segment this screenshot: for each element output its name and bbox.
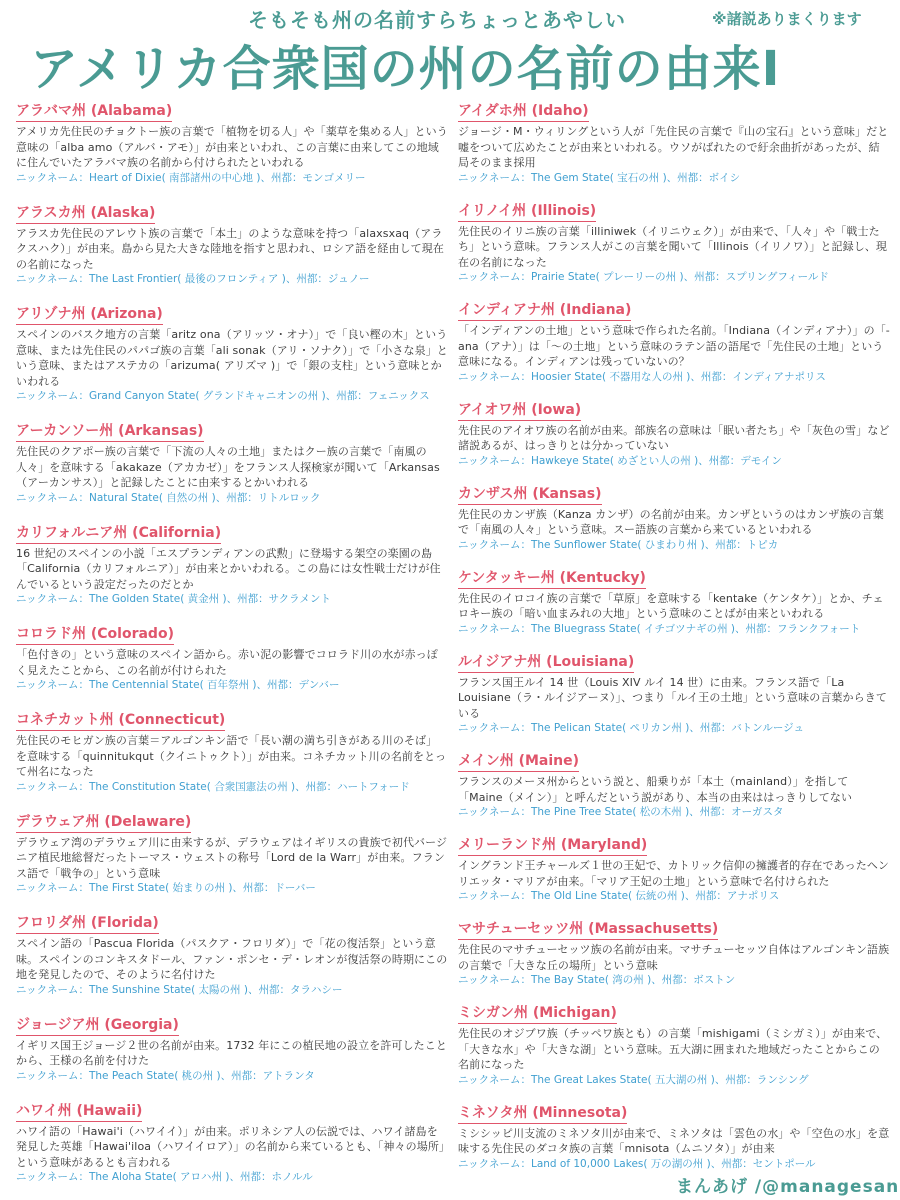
header [0, 0, 900, 96]
state-name: アリゾナ州 (Arizona) [16, 306, 163, 325]
state-name: マサチューセッツ州 (Massachusetts) [458, 921, 718, 940]
state-nickname-capital: ニックネーム：Hoosier State( 不器用な人の州 )、州都：インディアナポリス [458, 370, 826, 383]
state-entry [16, 303, 448, 404]
state-entry [16, 420, 448, 506]
right-column [458, 100, 890, 1172]
state-description: 先住民のイロコイ族の言葉で「草原」を意味する「kentake（ケンタケ）」とか、チェロキー族の「暗い血まみれの大地」という意味のことばが由来といわれる [458, 591, 884, 620]
state-entry [16, 202, 448, 288]
state-entry [458, 567, 890, 637]
state-description: 先住民のカンザ族（Kanza カンザ）の名前が由来。カンザというのはカンザ族の言葉で「南風の人々」という意味。スー語族の言葉から来ているといわれる [458, 507, 884, 536]
state-name: コロラド州 (Colorado) [16, 626, 174, 645]
state-nickname-capital: ニックネーム：The Last Frontier( 最後のフロンティア )、州都：ジュノー [16, 273, 370, 285]
state-nickname-capital: ニックネーム：The Great Lakes State( 五大湖の州 )、州都：ランシング [458, 1073, 809, 1086]
state-entry [458, 200, 890, 286]
left-column [16, 100, 448, 1185]
state-entry [16, 811, 448, 897]
state-description: ハワイ語の「Hawai'i（ハワイイ）」が由来。ポリネシア人の伝説では、ハワイ諸島を発見した英雄「Hawai'iloa（ハワイイロア）」の名前から来ているとも、「神々の場所」という意味があるとも言われる [16, 1124, 445, 1169]
state-nickname-capital: ニックネーム：The Sunshine State( 太陽の州 )、州都：タラハシー [16, 983, 343, 996]
state-nickname-capital: ニックネーム：Land of 10,000 Lakes( 万の湖の州 )、州都：セントポール [458, 1157, 816, 1170]
state-entry [458, 918, 890, 988]
state-description: スペイン語の「Pascua Florida（パスクア・フロリダ）」で「花の復活祭」という意味。スペインのコンキスタドール、ファン・ポンセ・デ・レオンが復活祭の時期にこの地を発見したので、そのように名付けた [16, 937, 448, 981]
state-entry [458, 399, 890, 469]
state-name: アーカンソー州 (Arkansas) [16, 423, 204, 442]
subtitle: そもそも州の名前すらちょっとあやしい [248, 8, 626, 32]
state-name: インディアナ州 (Indiana) [458, 302, 631, 321]
author-signature: まんあげ /@managesan [676, 1177, 900, 1197]
state-entry [458, 100, 890, 186]
state-description: 先住民のマサチューセッツ族の名前が由来。マサチューセッツ自体はアルゴンキン語族の言葉で「大きな丘の場所」という意味 [458, 943, 890, 972]
state-entry [458, 483, 890, 553]
state-name: ケンタッキー州 (Kentucky) [458, 570, 646, 589]
state-entry [16, 709, 448, 795]
state-nickname-capital: ニックネーム：The Sunflower State( ひまわり州 )、州都：トピカ [458, 538, 779, 551]
state-nickname-capital: ニックネーム：The Golden State( 黄金州 )、州都：サクラメント [16, 593, 331, 605]
state-description: ミシシッピ川支流のミネソタ川が由来で、ミネソタは「雲色の水」や「空色の水」を意味する先住民のダコタ族の言葉「mnisota（ムニソタ）」が由来 [458, 1126, 890, 1155]
state-nickname-capital: ニックネーム：The Constitution State( 合衆国憲法の州 )、州都：ハートフォード [16, 780, 410, 793]
state-entry [458, 299, 890, 385]
state-description: スペインのバスク地方の言葉「aritz ona（アリッツ・オナ）」で「良い樫の木」という意味、または先住民のパパゴ族の言葉「ali sonak（アリ・ソナク）」で「小さな泉」という意味、またはアステカの「arizuma( アリズマ )」で「銀の支柱」という意味とかいわれる [16, 328, 448, 388]
state-name: ミシガン州 (Michigan) [458, 1005, 617, 1024]
state-description: アメリカ先住民のチョクトー族の言葉で「植物を切る人」や「薬草を集める人」という意味の「alba amo（アルバ・アモ）」が由来といわれ、この言葉に由来してこの地域に住んでいたアラバマ族の名前から付けられたといわれる [16, 125, 448, 169]
state-nickname-capital: ニックネーム：The Old Line State( 伝統の州 )、州都：アナポリス [458, 890, 780, 902]
state-nickname-capital: ニックネーム：Heart of Dixie( 南部諸州の中心地 )、州都：モンゴメリー [16, 171, 366, 184]
state-nickname-capital: ニックネーム：The Pine Tree State( 松の木州 )、州都：オーガスタ [458, 806, 784, 818]
state-nickname-capital: ニックネーム：The Bluegrass State( イチゴツナギの州 )、州都：フランクフォート [458, 622, 861, 635]
state-entry [16, 1014, 448, 1084]
state-nickname-capital: ニックネーム：Grand Canyon State( グランドキャニオンの州 )、州都：フェニックス [16, 390, 430, 402]
state-name: ジョージア州 (Georgia) [16, 1017, 179, 1036]
state-description: 16 世紀のスペインの小説「エスプランディアンの武勲」に登場する架空の楽園の島「California（カリフォルニア）」が由来とかいわれる。この島には女性戦士だけが住んでいるという設定だったのだとか [16, 546, 441, 591]
state-entry [16, 1100, 448, 1186]
state-entry [16, 100, 448, 186]
state-name: ミネソタ州 (Minnesota) [458, 1105, 627, 1124]
state-nickname-capital: ニックネーム：The Gem State( 宝石の州 )、州都：ボイシ [458, 171, 741, 184]
state-name: フロリダ州 (Florida) [16, 915, 159, 934]
state-entry [16, 522, 448, 608]
state-name: コネチカット州 (Connecticut) [16, 712, 225, 731]
state-description: 先住民のモヒガン族の言葉＝アルゴンキン語で「長い潮の満ち引きがある川のそば」を意味する「quinnitukqut（クイニトゥクト）」が由来。コネチカット川の名前をとって州名になった [16, 734, 447, 778]
state-description: 「インディアンの土地」という意味で作られた名前。「Indiana（インディアナ）」の「-ana（アナ）」は「～の土地」という意味のラテン語の語尾で「先住民の土地」という意味になる。インディアンは残っていないの？ [458, 324, 890, 368]
state-nickname-capital: ニックネーム：The Bay State( 湾の州 )、州都：ボストン [458, 974, 736, 986]
disclaimer-note: ※諸説ありまくります [712, 10, 862, 28]
state-name: デラウェア州 (Delaware) [16, 814, 191, 833]
state-name: アイダホ州 (Idaho) [458, 103, 589, 122]
state-description: フランスのメーヌ州からという説と、船乗りが「本土（mainland）」を指して「Maine（メイン）」と呼んだという説があり、本当の由来ははっきりしてない [458, 775, 853, 804]
state-description: フランス国王ルイ 14 世（Louis XIV ルイ 14 世）に由来。フランス語で「La Louisiane（ラ・ルイジアーヌ）」、つまり「ルイ王の土地」という意味の言葉からきている [458, 675, 887, 720]
state-description: 「色付きの」という意味のスペイン語から。赤い泥の影響でコロラド川の水が赤っぽく見えたことから、この名前が付けられた [16, 648, 438, 677]
state-entry [458, 834, 890, 904]
state-nickname-capital: ニックネーム：The Pelican State( ペリカン州 )、州都：バトンルージュ [458, 722, 804, 734]
state-description: イギリス国王ジョージ２世の名前が由来。1732 年にこの植民地の設立を許可したことから、王様の名前を付けた [16, 1038, 447, 1067]
state-description: イングランド王チャールズ１世の王妃で、カトリック信仰の擁護者的存在であったヘンリエッタ・マリアが由来。「マリア王妃の土地」という意味で名付けられた [458, 859, 890, 888]
state-nickname-capital: ニックネーム：Prairie State( プレーリーの州 )、州都：スプリングフィールド [458, 271, 829, 283]
state-nickname-capital: ニックネーム：The Peach State( 桃の州 )、州都：アトランタ [16, 1069, 315, 1082]
state-entry [458, 750, 890, 820]
state-nickname-capital: ニックネーム：The First State( 始まりの州 )、州都：ドーバー [16, 882, 316, 894]
state-nickname-capital: ニックネーム：Hawkeye State( めざとい人の州 )、州都：デモイン [458, 454, 782, 467]
state-description: 先住民のオジブワ族（チッペワ族とも）の言葉「mishigami（ミシガミ）」が由来で、「大きな水」や「大きな湖」という意味。五大湖に囲まれた地域だったことからこの名前になった [458, 1027, 888, 1071]
state-entry [458, 651, 890, 737]
state-description: 先住民のクアポー族の言葉で「下流の人々の土地」またはクー族の言葉で「南風の人々」を意味する「akakaze（アカカゼ）」をフランス人探検家が聞いて「Arkansas（アーカンサス）」と記録したことに由来するとかいわれる [16, 445, 440, 489]
state-nickname-capital: ニックネーム：The Centennial State( 百年祭州 )、州都：デンバー [16, 679, 340, 691]
state-name: アラバマ州 (Alabama) [16, 103, 172, 122]
state-description: デラウェア湾のデラウェア川に由来するが、デラウェアはイギリスの貴族で初代バージニア植民地総督だったトーマス・ウェストの称号「Lord de la Warr」が由来。フランス語で「戦争の」という意味 [16, 835, 448, 880]
state-entry [16, 912, 448, 998]
state-nickname-capital: ニックネーム：Natural State( 自然の州 )、州都：リトルロック [16, 491, 321, 504]
state-name: ハワイ州 (Hawaii) [16, 1103, 142, 1122]
state-name: イリノイ州 (Illinois) [458, 203, 596, 222]
state-description: アラスカ先住民のアレウト族の言葉で「本土」のような意味を持つ「alaxsxaq（アラクスハク）」が由来。島から見た大きな陸地を指すと思われ、ロシア語を経由して現在の名前になった [16, 226, 444, 271]
state-name: ルイジアナ州 (Louisiana) [458, 654, 634, 673]
state-name: アイオワ州 (Iowa) [458, 402, 581, 421]
state-description: 先住民のアイオワ族の名前が由来。部族名の意味は「眠い者たち」や「灰色の雪」など諸説あるが、はっきりとは分かっていない [458, 423, 890, 452]
state-entry [16, 623, 448, 693]
state-entry [458, 1002, 890, 1088]
state-name: メイン州 (Maine) [458, 753, 579, 772]
page-title: アメリカ合衆国の州の名前の由来Ⅰ [30, 41, 781, 97]
state-name: カリフォルニア州 (California) [16, 525, 221, 544]
state-name: カンザス州 (Kansas) [458, 486, 602, 505]
state-description: 先住民のイリニ族の言葉「illiniwek（イリニウェク）」が由来で、「人々」や「戦士たち」という意味。フランス人がこの言葉を聞いて「Illinois（イリノワ）」と記録し、現在の名前になった [458, 224, 888, 269]
state-description: ジョージ・M・ウィリングという人が「先住民の言葉で『山の宝石』という意味」だと嘘をついて広めたことが由来といわれる。ウソがばれたので紆余曲折があったが、結局そのまま採用 [458, 125, 889, 169]
state-entry [458, 1102, 890, 1172]
state-name: アラスカ州 (Alaska) [16, 205, 155, 224]
state-nickname-capital: ニックネーム：The Aloha State( アロハ州 )、州都：ホノルル [16, 1171, 313, 1183]
state-name: メリーランド州 (Maryland) [458, 837, 647, 856]
